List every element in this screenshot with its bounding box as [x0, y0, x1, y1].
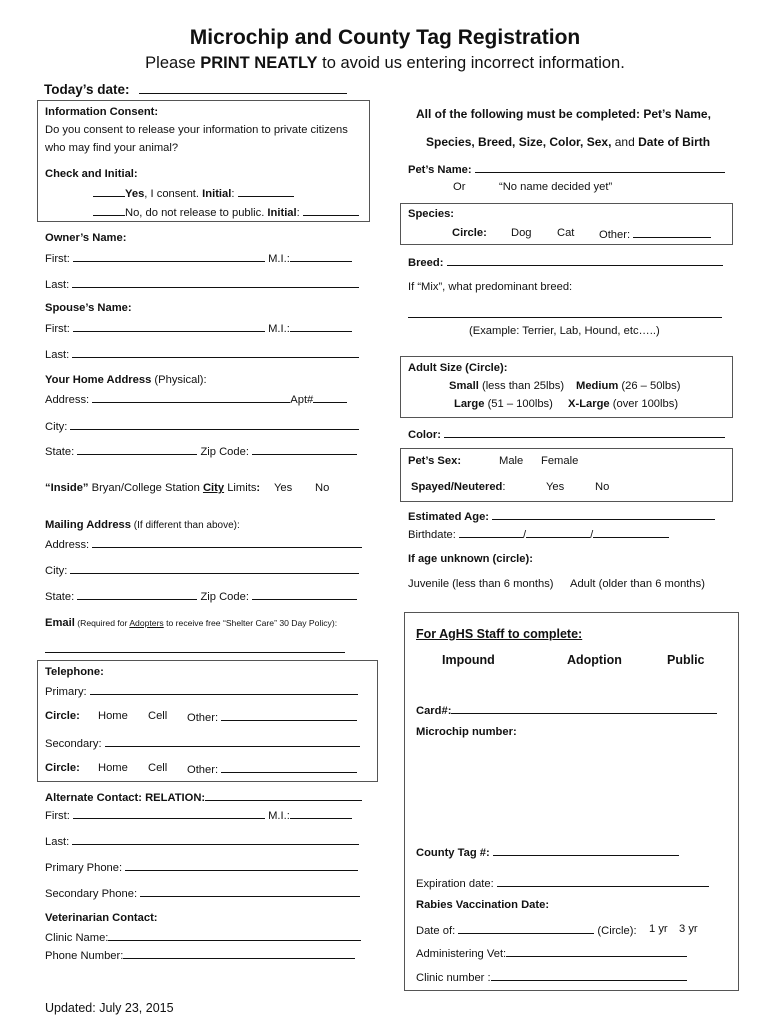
form-subtitle [0, 54, 770, 73]
consent-yes-colon: : [231, 188, 235, 200]
alternate-first-field[interactable] [73, 808, 265, 819]
telephone-primary-label: Primary: [45, 686, 87, 698]
staff-clinic-field[interactable] [491, 970, 687, 981]
consent-question-1: Do you consent to release your information to private citizens [45, 124, 348, 136]
staff-expiration-field[interactable] [497, 876, 709, 887]
todays-date-text: Today’s date: [44, 82, 130, 97]
alternate-secondary-phone-field[interactable] [140, 886, 360, 897]
inside-limits: Limits [224, 482, 257, 494]
color-row [408, 427, 725, 441]
staff-date-of-label: Date of: [416, 925, 456, 937]
vet-heading: Veterinarian Contact: [45, 912, 158, 924]
telephone-primary-row [45, 684, 358, 698]
age-unknown-label: If age unknown (circle): [408, 553, 533, 565]
staff-expiration-row [416, 876, 709, 890]
pet-requirement-end: Date of Birth [638, 135, 711, 149]
species-dog[interactable]: Dog [511, 227, 532, 239]
size-large[interactable] [454, 398, 553, 410]
telephone-secondary-row [45, 736, 360, 750]
staff-impound[interactable]: Impound [442, 653, 495, 667]
staff-microchip-label: Microchip number: [416, 726, 517, 738]
email-row [45, 617, 337, 629]
consent-heading: Information Consent: [45, 106, 159, 118]
home-city-label: City: [45, 421, 68, 433]
breed-row [408, 255, 723, 269]
home-apt-label: Apt# [290, 394, 314, 406]
staff-three-year[interactable]: 3 yr [679, 923, 698, 935]
spouse-last-row [45, 347, 359, 361]
home-address-field[interactable] [92, 392, 290, 403]
email-field[interactable] [45, 642, 345, 653]
size-label: Adult Size (Circle): [408, 362, 508, 374]
size-xlarge-bold: X-Large [568, 398, 610, 410]
estimated-age-row [408, 509, 715, 523]
birthdate-year-field[interactable] [593, 527, 669, 538]
pet-or: Or [453, 181, 466, 193]
telephone-secondary-field[interactable] [105, 736, 360, 747]
consent-box [37, 100, 370, 222]
home-apt-field[interactable] [313, 392, 347, 403]
mailing-zip-label: Zip Code: [200, 591, 249, 603]
telephone-circle-1: Circle: [45, 710, 80, 722]
telephone-primary-field[interactable] [90, 684, 358, 695]
inside-city-bold: City [202, 482, 225, 494]
staff-public[interactable]: Public [667, 653, 705, 667]
mailing-state-row [45, 589, 357, 603]
mailing-address-field[interactable] [92, 537, 362, 548]
alternate-mi-label: M.I.: [268, 810, 290, 822]
consent-yes-bold: Yes [125, 188, 145, 200]
breed-mix-field[interactable] [408, 307, 722, 318]
breed-example: (Example: Terrier, Lab, Hound, etc…..) [469, 325, 660, 337]
consent-yes-initial: Initial [202, 188, 232, 200]
age-juvenile[interactable]: Juvenile (less than 6 months) [408, 578, 554, 590]
home-state-row [45, 444, 357, 458]
species-other-label: Other: [599, 229, 631, 241]
staff-vet-field[interactable] [506, 946, 687, 957]
spayed-colon: : [502, 481, 506, 493]
estimated-age-label: Estimated Age: [408, 511, 490, 523]
inside-limits-colon: : [256, 482, 261, 494]
pet-requirement-line-2 [426, 135, 710, 149]
consent-no-initial: Initial [267, 207, 297, 219]
home-address-label: Address: [45, 394, 90, 406]
telephone-other-field-2[interactable] [221, 762, 357, 773]
alternate-secondary-phone-label: Secondary Phone: [45, 888, 138, 900]
alternate-primary-phone-row [45, 860, 358, 874]
mailing-heading-rest: (If different than above): [131, 520, 240, 531]
home-zip-label: Zip Code: [200, 446, 249, 458]
vet-clinic-field[interactable] [108, 930, 361, 941]
estimated-age-field[interactable] [492, 509, 715, 520]
home-address-heading-bold: Your Home Address [45, 374, 152, 386]
subtitle-bold: PRINT NEATLY [200, 54, 318, 72]
mailing-address-row [45, 537, 362, 551]
owner-heading: Owner’s Name: [45, 232, 127, 244]
spouse-last-label: Last: [45, 349, 70, 361]
staff-county-tag-label: County Tag #: [416, 847, 490, 859]
inside-bold: “Inside” [45, 482, 89, 494]
consent-check-label: Check and Initial: [45, 168, 138, 180]
pet-requirement-and: and [611, 135, 639, 149]
spayed-yes[interactable]: Yes [546, 481, 565, 493]
staff-vet-row [416, 946, 687, 960]
staff-clinic-row [416, 970, 687, 984]
telephone-other-row-2 [187, 762, 357, 776]
staff-date-of-field[interactable] [458, 923, 594, 934]
alternate-primary-phone-field[interactable] [125, 860, 358, 871]
pet-name-row [408, 162, 725, 176]
birthdate-slash-2: / [590, 529, 594, 541]
telephone-other-field-1[interactable] [221, 710, 357, 721]
telephone-heading: Telephone: [45, 666, 104, 678]
consent-no-initial-field[interactable] [303, 205, 359, 216]
home-state-field[interactable] [77, 444, 197, 455]
form-title: Microchip and County Tag Registration [189, 26, 581, 49]
todays-date-label [44, 82, 347, 97]
staff-card-label: Card#: [416, 705, 452, 717]
birthdate-row [408, 527, 669, 541]
consent-yes-initial-field[interactable] [238, 186, 294, 197]
mailing-state-label: State: [45, 591, 75, 603]
pet-requirement-bold: Species, Breed, Size, Color, Sex, [426, 135, 612, 149]
telephone-home-2[interactable]: Home [98, 762, 128, 774]
subtitle-pre: Please [145, 54, 201, 72]
email-label: Email [45, 617, 75, 629]
spouse-first-field[interactable] [73, 321, 265, 332]
size-small[interactable] [449, 380, 564, 392]
telephone-other-label-1: Other: [187, 712, 219, 724]
birthdate-label: Birthdate: [408, 529, 456, 541]
alternate-secondary-phone-row [45, 886, 360, 900]
size-xlarge-rest: (over 100lbs) [609, 398, 679, 410]
mailing-city-field[interactable] [70, 563, 359, 574]
inside-city-row [45, 482, 260, 494]
staff-date-of-row [416, 923, 637, 937]
home-city-row [45, 419, 359, 433]
vet-clinic-label: Clinic Name: [45, 932, 109, 944]
staff-circle-label: (Circle): [597, 925, 637, 937]
breed-label: Breed: [408, 257, 444, 269]
home-state-label: State: [45, 446, 75, 458]
owner-mi-label: M.I.: [268, 253, 290, 265]
consent-no-blank[interactable] [93, 205, 125, 216]
home-zip-field[interactable] [252, 444, 357, 455]
home-address-heading [45, 374, 207, 386]
spouse-last-field[interactable] [72, 347, 359, 358]
spouse-first-label: First: [45, 323, 70, 335]
size-medium-rest: (26 – 50lbs) [618, 380, 681, 392]
staff-vet-label: Administering Vet: [416, 948, 507, 960]
pet-requirement-line-1: All of the following must be completed: Pet’s Name, [416, 107, 711, 121]
alternate-relation-field[interactable] [205, 790, 362, 801]
home-address-row [45, 392, 347, 406]
owner-last-row [45, 277, 359, 291]
vet-clinic-row [45, 930, 361, 944]
pet-name-field[interactable] [475, 162, 725, 173]
vet-phone-label: Phone Number: [45, 950, 124, 962]
mailing-city-label: City: [45, 565, 68, 577]
telephone-other-label-2: Other: [187, 764, 219, 776]
spayed-no[interactable]: No [595, 481, 610, 493]
home-address-heading-rest: (Physical): [151, 374, 207, 386]
spouse-mi-label: M.I.: [268, 323, 290, 335]
sex-male[interactable]: Male [499, 455, 524, 467]
staff-card-row [416, 703, 717, 717]
pet-no-name-option[interactable]: “No name decided yet” [499, 181, 613, 193]
size-large-rest: (51 – 100lbs) [484, 398, 553, 410]
size-medium-bold: Medium [576, 380, 619, 392]
staff-clinic-label: Clinic number : [416, 972, 491, 984]
mailing-zip-field[interactable] [252, 589, 357, 600]
consent-question-2: who may find your animal? [45, 142, 179, 154]
size-large-bold: Large [454, 398, 485, 410]
telephone-secondary-label: Secondary: [45, 738, 102, 750]
email-note [75, 618, 337, 628]
mailing-address-label: Address: [45, 539, 90, 551]
spayed-label: Spayed/Neutered [411, 481, 503, 493]
inside-yes[interactable]: Yes [274, 482, 293, 494]
alternate-last-row [45, 834, 359, 848]
subtitle-post: to avoid us entering incorrect information. [317, 54, 625, 72]
email-note-pre: (Required for [74, 618, 130, 628]
age-adult[interactable]: Adult (older than 6 months) [570, 578, 705, 590]
species-other-row [599, 227, 711, 241]
inside-text: Bryan/College Station [88, 482, 203, 494]
spayed-row [411, 481, 506, 493]
owner-first-row [45, 251, 352, 265]
staff-county-tag-row [416, 845, 679, 859]
consent-yes-blank[interactable] [93, 186, 125, 197]
size-small-bold: Small [449, 380, 479, 392]
alternate-last-label: Last: [45, 836, 70, 848]
consent-yes-text: , I consent. [144, 188, 203, 200]
staff-heading: For AgHS Staff to complete: [416, 627, 583, 641]
telephone-other-row-1 [187, 710, 357, 724]
size-small-rest: (less than 25lbs) [478, 380, 565, 392]
birthdate-day-field[interactable] [526, 527, 590, 538]
size-medium[interactable] [576, 380, 680, 392]
telephone-cell-1[interactable]: Cell [148, 710, 168, 722]
telephone-cell-2[interactable]: Cell [148, 762, 168, 774]
color-label: Color: [408, 429, 441, 441]
birthdate-slash-1: / [523, 529, 527, 541]
email-note-adopters: Adopters [129, 618, 164, 628]
alternate-heading: Alternate Contact: RELATION: [45, 792, 206, 804]
spouse-first-row [45, 321, 352, 335]
owner-last-label: Last: [45, 279, 70, 291]
species-cat[interactable]: Cat [557, 227, 575, 239]
breed-field[interactable] [447, 255, 723, 266]
owner-mi-field[interactable] [290, 251, 352, 262]
vet-phone-field[interactable] [123, 948, 355, 959]
mailing-heading [45, 519, 240, 531]
alternate-last-field[interactable] [72, 834, 359, 845]
spouse-mi-field[interactable] [290, 321, 352, 332]
staff-card-field[interactable] [451, 703, 717, 714]
staff-adoption[interactable]: Adoption [567, 653, 622, 667]
mailing-heading-bold: Mailing Address [45, 519, 131, 531]
owner-first-label: First: [45, 253, 70, 265]
consent-yes-row [93, 186, 294, 200]
sex-female[interactable]: Female [541, 455, 579, 467]
breed-mix-question: If “Mix”, what predominant breed: [408, 281, 573, 293]
staff-expiration-label: Expiration date: [416, 878, 494, 890]
consent-no-colon: : [296, 207, 300, 219]
vet-phone-row [45, 948, 355, 962]
species-circle-label: Circle: [452, 227, 487, 239]
telephone-home-1[interactable]: Home [98, 710, 128, 722]
owner-last-field[interactable] [72, 277, 359, 288]
mailing-state-field[interactable] [77, 589, 197, 600]
pet-name-label: Pet’s Name: [408, 164, 472, 176]
alternate-primary-phone-label: Primary Phone: [45, 862, 123, 874]
alternate-heading-row [45, 790, 362, 804]
alternate-mi-field[interactable] [290, 808, 352, 819]
telephone-circle-2: Circle: [45, 762, 80, 774]
alternate-first-label: First: [45, 810, 70, 822]
species-other-field[interactable] [633, 227, 711, 238]
consent-no-text: No, do not release to public. [125, 207, 268, 219]
species-label: Species: [408, 208, 455, 220]
size-xlarge[interactable] [568, 398, 678, 410]
email-note-post: to receive free “Shelter Care” 30 Day Policy): [163, 618, 338, 628]
owner-first-field[interactable] [73, 251, 265, 262]
todays-date-field[interactable] [139, 83, 347, 94]
staff-county-tag-field[interactable] [493, 845, 679, 856]
birthdate-month-field[interactable] [459, 527, 523, 538]
inside-no[interactable]: No [315, 482, 330, 494]
color-field[interactable] [444, 427, 725, 438]
spouse-heading: Spouse’s Name: [45, 302, 132, 314]
alternate-first-row [45, 808, 352, 822]
sex-label: Pet’s Sex: [408, 455, 462, 467]
staff-one-year[interactable]: 1 yr [649, 923, 668, 935]
mailing-city-row [45, 563, 359, 577]
staff-rabies-label: Rabies Vaccination Date: [416, 899, 550, 911]
consent-no-row [93, 205, 359, 219]
updated-date: Updated: July 23, 2015 [45, 1001, 174, 1015]
home-city-field[interactable] [70, 419, 359, 430]
